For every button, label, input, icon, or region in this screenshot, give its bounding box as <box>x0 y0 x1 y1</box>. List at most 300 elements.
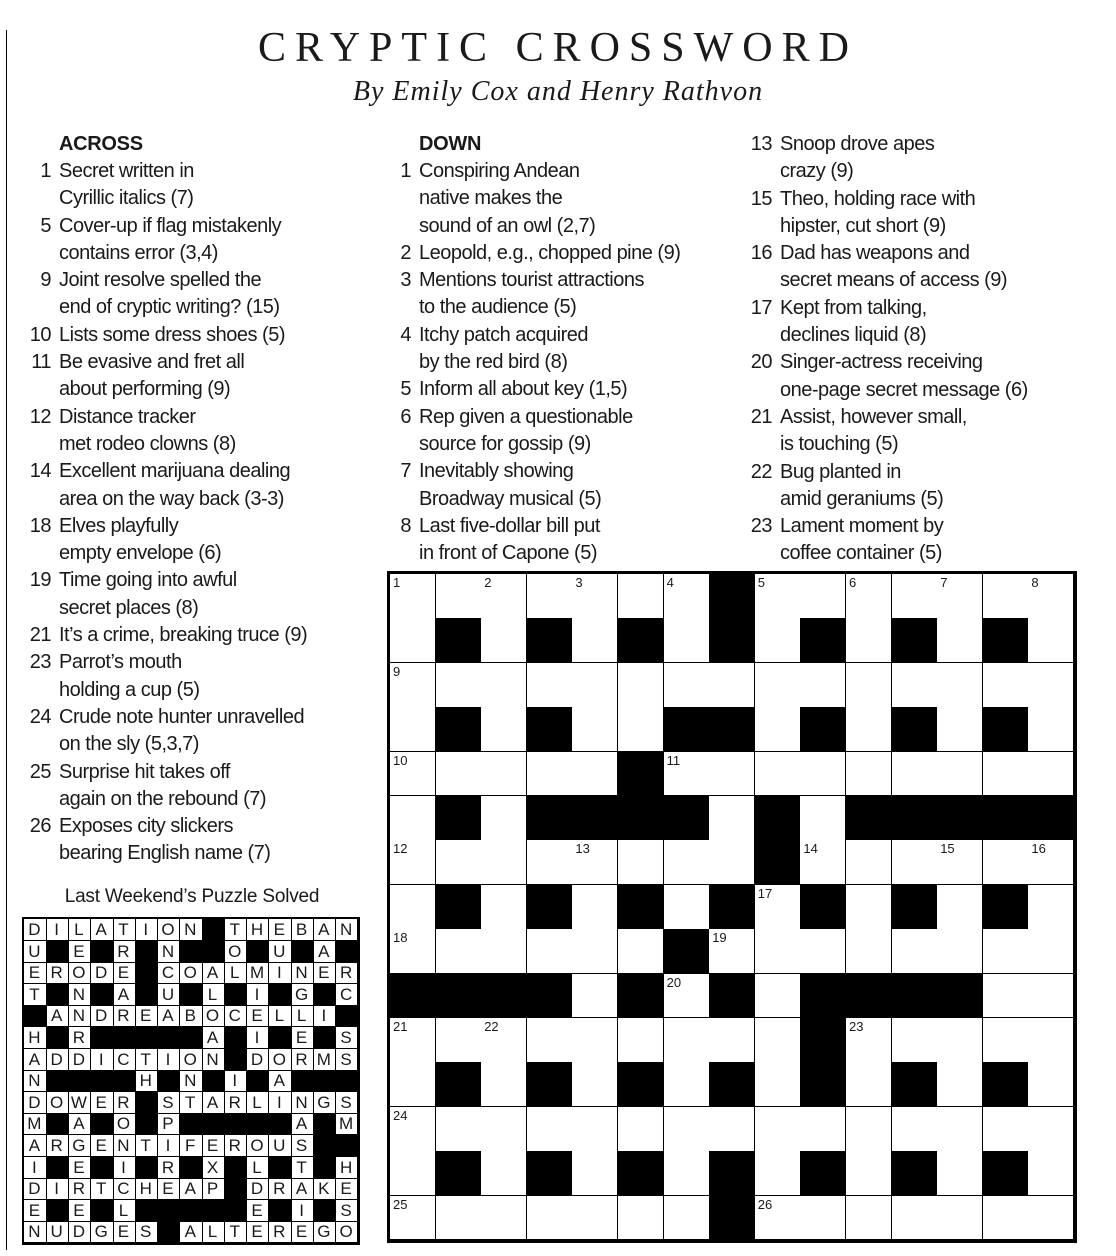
clue-text: is touching (5) <box>780 433 899 456</box>
solution-black-square <box>46 1113 69 1135</box>
grid-cell[interactable] <box>800 574 846 619</box>
clue-number: 13 <box>750 133 772 155</box>
clue-text: Leopold, e.g., chopped pine (9) <box>419 241 681 264</box>
grid-cell[interactable] <box>436 840 482 885</box>
solution-letter: N <box>69 984 92 1006</box>
grid-black-square <box>618 885 664 930</box>
grid-cell[interactable] <box>846 707 892 752</box>
grid-cell[interactable] <box>983 929 1029 974</box>
grid-cell[interactable] <box>572 752 618 797</box>
grid-cell[interactable] <box>664 974 710 1019</box>
solution-letter: C <box>224 1005 247 1027</box>
clue-text: Time going into awful <box>59 569 237 592</box>
grid-black-square <box>527 885 573 930</box>
grid-cell[interactable] <box>846 929 892 974</box>
grid-cell[interactable] <box>390 1107 436 1152</box>
grid-cell[interactable] <box>390 707 436 752</box>
grid-cell[interactable] <box>846 574 892 619</box>
grid-cell[interactable] <box>664 1151 710 1196</box>
solution-letter: C <box>336 984 359 1006</box>
grid-cell-number: 6 <box>849 575 857 590</box>
grid-cell[interactable] <box>709 663 755 708</box>
grid-black-square <box>755 840 801 885</box>
clue-text: coffee container (5) <box>780 542 942 565</box>
solution-letter: N <box>336 919 359 941</box>
grid-cell[interactable] <box>846 663 892 708</box>
grid-cell[interactable] <box>527 840 573 885</box>
grid-cell[interactable] <box>937 574 983 619</box>
clue-text: Joint resolve spelled the <box>59 269 262 292</box>
grid-cell[interactable] <box>390 618 436 663</box>
grid-cell[interactable] <box>846 1196 892 1241</box>
solution-letter: U <box>46 1221 69 1243</box>
grid-black-square <box>527 974 573 1019</box>
grid-cell[interactable] <box>481 885 527 930</box>
solution-letter: R <box>291 1049 314 1071</box>
clue-text: Broadway musical (5) <box>419 487 602 510</box>
grid-cell[interactable] <box>983 1196 1029 1241</box>
grid-black-square <box>436 1062 482 1107</box>
grid-cell[interactable] <box>937 885 983 930</box>
solution-black-square <box>291 1070 314 1092</box>
grid-cell[interactable] <box>937 1151 983 1196</box>
clue-text: Crude note hunter unravelled <box>59 705 305 728</box>
solution-black-square <box>336 941 359 963</box>
grid-cell[interactable] <box>937 1107 983 1152</box>
grid-cell[interactable] <box>664 574 710 619</box>
solution-letter: M <box>336 1113 359 1135</box>
solution-letter: T <box>135 1135 158 1157</box>
solution-black-square <box>135 1113 158 1135</box>
solution-letter: E <box>135 1005 158 1027</box>
grid-cell[interactable] <box>481 618 527 663</box>
clue-text: Lists some dress shoes (5) <box>59 323 285 346</box>
grid-cell[interactable] <box>755 929 801 974</box>
solution-letter: A <box>46 1005 69 1027</box>
grid-cell[interactable] <box>983 663 1029 708</box>
grid-black-square <box>983 707 1029 752</box>
grid-cell[interactable] <box>937 929 983 974</box>
solution-black-square <box>158 1200 181 1222</box>
grid-cell[interactable] <box>572 840 618 885</box>
grid-cell[interactable] <box>390 663 436 708</box>
grid-cell[interactable] <box>846 1018 892 1063</box>
solution-black-square <box>69 1070 92 1092</box>
grid-cell[interactable] <box>572 1151 618 1196</box>
grid-cell[interactable] <box>755 1018 801 1063</box>
grid-cell[interactable] <box>527 1018 573 1063</box>
grid-cell[interactable] <box>846 1107 892 1152</box>
grid-cell[interactable] <box>572 1196 618 1241</box>
solution-letter: R <box>158 1157 181 1179</box>
solution-letter: E <box>247 1200 270 1222</box>
clue-item <box>40 158 379 213</box>
grid-cell[interactable] <box>1028 663 1074 708</box>
grid-cell[interactable] <box>846 885 892 930</box>
grid-cell[interactable] <box>664 1196 710 1241</box>
clue-number: 21 <box>750 405 772 428</box>
solution-letter: T <box>224 919 247 941</box>
solution-letter: C <box>113 1178 136 1200</box>
solution-letter: E <box>158 1178 181 1200</box>
grid-cell[interactable] <box>937 618 983 663</box>
solution-letter: E <box>269 919 292 941</box>
grid-cell[interactable] <box>755 663 801 708</box>
clue-text: Bug planted in <box>780 460 901 483</box>
solution-letter: D <box>91 1005 114 1027</box>
solution-letter: S <box>291 1135 314 1157</box>
grid-cell[interactable] <box>390 1062 436 1107</box>
grid-cell[interactable] <box>1028 1196 1074 1241</box>
across-clues <box>29 131 379 868</box>
solution-black-square <box>135 1200 158 1222</box>
grid-cell[interactable] <box>892 840 938 885</box>
solution-letter: C <box>113 1049 136 1071</box>
grid-cell[interactable] <box>618 929 664 974</box>
grid-cell[interactable] <box>892 663 938 708</box>
solution-letter: E <box>91 1135 114 1157</box>
grid-cell[interactable] <box>527 574 573 619</box>
solution-letter: E <box>247 1221 270 1243</box>
grid-cell[interactable] <box>664 663 710 708</box>
clue-item <box>400 322 739 377</box>
grid-cell[interactable] <box>481 1018 527 1063</box>
solution-black-square <box>202 919 225 941</box>
grid-cell[interactable] <box>481 1196 527 1241</box>
grid-cell[interactable] <box>390 1151 436 1196</box>
grid-cell[interactable] <box>618 574 664 619</box>
grid-cell[interactable] <box>618 663 664 708</box>
grid-cell[interactable] <box>983 1107 1029 1152</box>
grid-cell-number: 8 <box>1031 575 1039 590</box>
grid-cell[interactable] <box>800 663 846 708</box>
grid-cell[interactable] <box>846 618 892 663</box>
grid-cell[interactable] <box>800 1107 846 1152</box>
grid-black-square <box>983 1062 1029 1107</box>
grid-cell[interactable] <box>664 1062 710 1107</box>
grid-cell[interactable] <box>572 929 618 974</box>
grid-cell[interactable] <box>572 1018 618 1063</box>
clue-text: secret means of access (9) <box>780 269 1008 292</box>
grid-black-square <box>983 1151 1029 1196</box>
grid-cell[interactable] <box>527 663 573 708</box>
grid-cell[interactable] <box>800 796 846 841</box>
grid-cell[interactable] <box>664 1018 710 1063</box>
grid-cell[interactable] <box>983 1018 1029 1063</box>
grid-cell[interactable] <box>755 885 801 930</box>
solution-black-square <box>180 984 203 1006</box>
grid-cell[interactable] <box>572 1107 618 1152</box>
grid-cell[interactable] <box>572 885 618 930</box>
grid-cell[interactable] <box>481 796 527 841</box>
grid-cell[interactable] <box>892 1107 938 1152</box>
solution-letter: D <box>46 1049 69 1071</box>
solution-letter: T <box>224 1221 247 1243</box>
left-margin-rule <box>6 30 7 1250</box>
grid-cell[interactable] <box>527 1196 573 1241</box>
clue-item <box>750 459 1100 514</box>
grid-cell-number: 14 <box>803 841 818 857</box>
clue-number: 10 <box>29 323 51 346</box>
grid-cell[interactable] <box>709 1107 755 1152</box>
grid-cell-number: 17 <box>757 885 773 901</box>
grid-cell[interactable] <box>937 1062 983 1107</box>
grid-cell[interactable] <box>983 574 1029 619</box>
grid-cell[interactable] <box>664 840 710 885</box>
grid-cell[interactable] <box>755 1062 801 1107</box>
grid-cell[interactable] <box>664 885 710 930</box>
grid-black-square <box>709 1196 755 1241</box>
grid-cell[interactable] <box>436 574 482 619</box>
grid-cell[interactable] <box>755 618 801 663</box>
clue-number: 15 <box>750 187 772 210</box>
clue-number: 18 <box>29 514 51 537</box>
grid-cell[interactable] <box>709 840 755 885</box>
grid-cell[interactable] <box>664 618 710 663</box>
grid-cell[interactable] <box>709 796 755 841</box>
clue-text: Itchy patch acquired <box>419 323 588 346</box>
solution-letter: R <box>113 1005 136 1027</box>
grid-black-square <box>436 974 482 1019</box>
grid-cell[interactable] <box>527 929 573 974</box>
grid-cell[interactable] <box>892 1018 938 1063</box>
grid-cell[interactable] <box>1028 1018 1074 1063</box>
grid-black-square <box>709 618 755 663</box>
grid-cell[interactable] <box>983 974 1029 1019</box>
clue-text: sound of an owl (2,7) <box>419 214 596 237</box>
grid-cell[interactable] <box>481 929 527 974</box>
grid-cell[interactable] <box>937 1018 983 1063</box>
grid-cell[interactable] <box>709 1018 755 1063</box>
grid-cell[interactable] <box>572 618 618 663</box>
grid-cell[interactable] <box>572 974 618 1019</box>
grid-cell[interactable] <box>892 752 938 797</box>
grid-black-square <box>709 574 755 619</box>
grid-cell[interactable] <box>1028 929 1074 974</box>
grid-cell[interactable] <box>800 840 846 885</box>
grid-cell[interactable] <box>846 752 892 797</box>
grid-cell[interactable] <box>572 663 618 708</box>
solution-black-square <box>24 1005 47 1027</box>
solution-letter: A <box>69 1113 92 1135</box>
solution-letter: D <box>24 919 47 941</box>
grid-black-square <box>527 1062 573 1107</box>
grid-cell[interactable] <box>937 707 983 752</box>
grid-cell[interactable] <box>436 1196 482 1241</box>
grid-cell[interactable] <box>1028 752 1074 797</box>
grid-cell[interactable] <box>709 752 755 797</box>
clue-text: again on the rebound (7) <box>59 787 267 810</box>
grid-cell[interactable] <box>1028 1107 1074 1152</box>
solution-letter: U <box>158 984 181 1006</box>
solution-letter: E <box>113 1221 136 1243</box>
clue-item <box>750 240 1100 295</box>
grid-cell[interactable] <box>481 1062 527 1107</box>
grid-cell[interactable] <box>481 840 527 885</box>
grid-cell[interactable] <box>390 1196 436 1241</box>
grid-cell-number: 10 <box>393 752 408 768</box>
clue-text: Exposes city slickers <box>59 815 233 838</box>
solution-letter: I <box>247 984 270 1006</box>
grid-cell[interactable] <box>892 1196 938 1241</box>
grid-cell[interactable] <box>937 1196 983 1241</box>
solution-letter: O <box>46 1092 69 1114</box>
grid-cell[interactable] <box>755 974 801 1019</box>
solution-black-square <box>313 1070 336 1092</box>
grid-cell[interactable] <box>937 840 983 885</box>
grid-black-square <box>800 1151 846 1196</box>
grid-cell[interactable] <box>1028 574 1074 619</box>
grid-cell[interactable] <box>846 1062 892 1107</box>
grid-cell[interactable] <box>618 707 664 752</box>
solution-letter: O <box>202 1005 225 1027</box>
grid-cell[interactable] <box>800 1196 846 1241</box>
grid-black-square <box>800 1018 846 1063</box>
grid-cell[interactable] <box>1028 885 1074 930</box>
grid-cell[interactable] <box>983 752 1029 797</box>
clue-text: Dad has weapons and <box>780 242 970 265</box>
grid-cell[interactable] <box>390 752 436 797</box>
solution-black-square <box>224 1200 247 1222</box>
grid-cell[interactable] <box>618 1018 664 1063</box>
grid-cell[interactable] <box>481 1151 527 1196</box>
grid-cell[interactable] <box>572 574 618 619</box>
solution-black-square <box>91 1027 114 1049</box>
solution-letter: L <box>69 919 92 941</box>
solution-black-square <box>91 1070 114 1092</box>
solution-letter: U <box>269 941 292 963</box>
grid-cell[interactable] <box>1028 974 1074 1019</box>
grid-black-square <box>664 929 710 974</box>
clue-text: in front of Capone (5) <box>419 542 597 565</box>
grid-cell[interactable] <box>755 1196 801 1241</box>
solution-letter: D <box>69 1049 92 1071</box>
grid-cell[interactable] <box>1028 1062 1074 1107</box>
clue-item <box>400 267 739 322</box>
grid-cell[interactable] <box>755 1151 801 1196</box>
grid-cell[interactable] <box>1028 1151 1074 1196</box>
grid-cell[interactable] <box>1028 840 1074 885</box>
grid-black-square <box>481 974 527 1019</box>
grid-black-square <box>709 885 755 930</box>
grid-cell[interactable] <box>755 707 801 752</box>
grid-cell[interactable] <box>983 840 1029 885</box>
grid-black-square <box>527 707 573 752</box>
grid-cell[interactable] <box>390 1018 436 1063</box>
solution-letter: P <box>158 1113 181 1135</box>
clue-text: native makes the <box>419 187 563 210</box>
grid-cell[interactable] <box>436 1018 482 1063</box>
solution-black-square <box>224 1049 247 1071</box>
grid-cell[interactable] <box>892 929 938 974</box>
grid-cell[interactable] <box>664 752 710 797</box>
solution-black-square <box>313 1113 336 1135</box>
grid-cell[interactable] <box>390 840 436 885</box>
solution-black-square <box>135 1157 158 1179</box>
grid-cell[interactable] <box>846 840 892 885</box>
grid-cell[interactable] <box>527 752 573 797</box>
grid-cell[interactable] <box>390 885 436 930</box>
grid-cell[interactable] <box>937 663 983 708</box>
clue-number: 7 <box>400 460 411 483</box>
grid-cell[interactable] <box>572 1062 618 1107</box>
grid-cell[interactable] <box>800 752 846 797</box>
grid-cell[interactable] <box>755 574 801 619</box>
grid-cell[interactable] <box>436 752 482 797</box>
clue-number: 22 <box>750 460 772 483</box>
clue-text: Theo, holding race with <box>780 187 976 210</box>
grid-cell[interactable] <box>390 796 436 841</box>
grid-cell[interactable] <box>618 1107 664 1152</box>
solution-letter: E <box>69 1200 92 1222</box>
grid-cell[interactable] <box>618 840 664 885</box>
solution-letter: S <box>336 1092 359 1114</box>
clue-item <box>400 404 739 459</box>
clue-number: 6 <box>400 405 411 428</box>
grid-cell[interactable] <box>618 1196 664 1241</box>
clue-text: Last five-dollar bill put <box>419 514 600 537</box>
clue-text: by the red bird (8) <box>419 351 568 374</box>
grid-cell[interactable] <box>481 574 527 619</box>
grid-cell[interactable] <box>527 1107 573 1152</box>
grid-cell[interactable] <box>755 752 801 797</box>
grid-cell[interactable] <box>1028 707 1074 752</box>
clue-item <box>29 704 379 759</box>
solution-black-square <box>180 941 203 963</box>
grid-black-square <box>709 1062 755 1107</box>
grid-cell[interactable] <box>481 1107 527 1152</box>
grid-cell[interactable] <box>481 707 527 752</box>
solution-black-square <box>313 1157 336 1179</box>
clue-text: Kept from talking, <box>780 296 927 319</box>
solution-letter: A <box>24 1049 47 1071</box>
grid-cell[interactable] <box>436 663 482 708</box>
grid-cell[interactable] <box>572 707 618 752</box>
grid-cell[interactable] <box>937 752 983 797</box>
grid-cell[interactable] <box>892 574 938 619</box>
across-heading: ACROSS <box>59 133 143 155</box>
solution-letter: O <box>180 962 203 984</box>
grid-cell[interactable] <box>846 1151 892 1196</box>
grid-cell[interactable] <box>664 1107 710 1152</box>
grid-cell[interactable] <box>390 574 436 619</box>
grid-cell[interactable] <box>709 929 755 974</box>
grid-cell[interactable] <box>800 929 846 974</box>
solution-letter: A <box>202 1027 225 1049</box>
grid-cell-number: 12 <box>393 841 408 857</box>
solution-letter: E <box>24 1200 47 1222</box>
grid-cell[interactable] <box>755 1107 801 1152</box>
grid-cell[interactable] <box>436 1107 482 1152</box>
grid-cell[interactable] <box>481 663 527 708</box>
solution-letter: M <box>247 962 270 984</box>
solution-letter: B <box>180 1005 203 1027</box>
solution-letter: N <box>69 1005 92 1027</box>
clue-text: It’s a crime, breaking truce (9) <box>59 624 308 647</box>
solution-black-square <box>91 1157 114 1179</box>
clue-text: to the audience (5) <box>419 296 577 319</box>
grid-cell[interactable] <box>436 929 482 974</box>
solution-letter: F <box>180 1135 203 1157</box>
grid-cell[interactable] <box>1028 618 1074 663</box>
grid-cell[interactable] <box>390 929 436 974</box>
solution-black-square <box>336 1135 359 1157</box>
grid-cell-number: 2 <box>484 575 492 590</box>
clue-text: on the sly (5,3,7) <box>59 733 199 756</box>
grid-cell[interactable] <box>481 752 527 797</box>
grid-black-square <box>527 618 573 663</box>
solution-letter: S <box>336 1200 359 1222</box>
